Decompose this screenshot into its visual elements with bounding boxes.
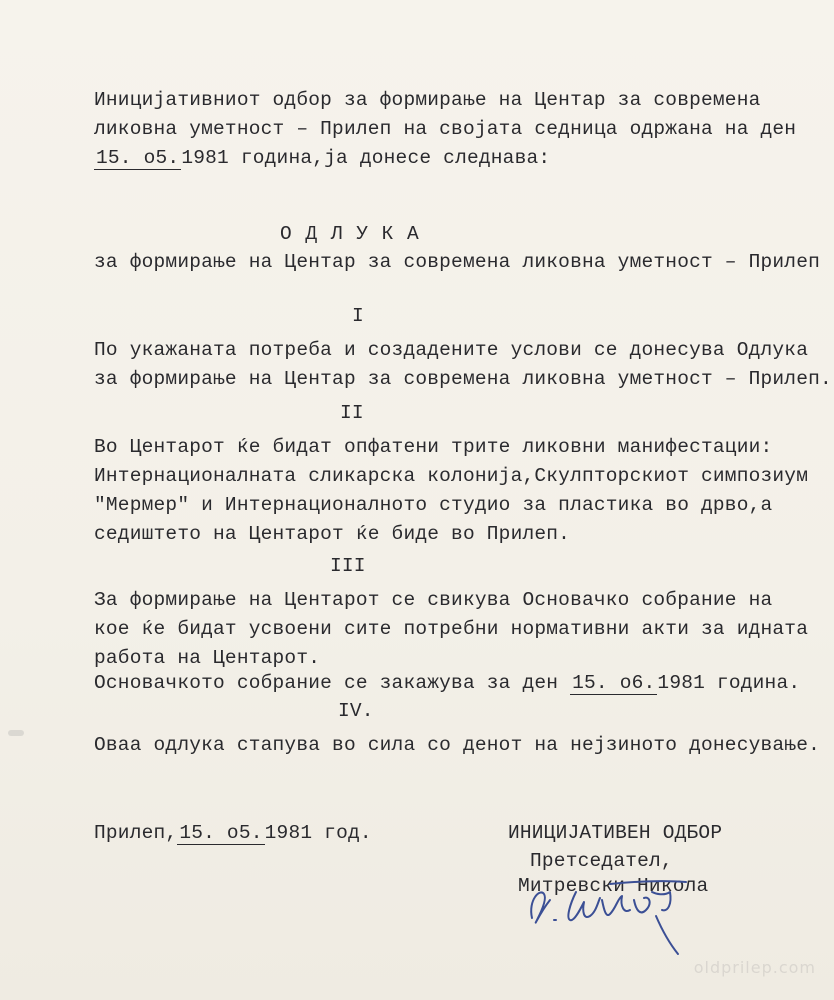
section-3-line-3: работа на Центарот. [94, 647, 321, 669]
section-1-line-1: По укажаната потреба и создадените услови се донесува Одлука [94, 339, 809, 361]
section-1-numeral: I [352, 305, 364, 327]
chairman-role: Претседател, [530, 850, 673, 872]
section-4-numeral: IV. [338, 700, 374, 722]
place-prefix: Прилеп, [94, 822, 178, 844]
intro-line-3 [94, 146, 550, 170]
intro-line-1: Иницијативниот одбор за формирање на Центар за современа [94, 89, 761, 111]
decision-title: О Д Л У К А [280, 223, 420, 245]
hole-punch-mark [8, 730, 24, 736]
section-3-assembly [94, 671, 800, 695]
section-2-line-2: Интернационалната сликарска колонија,Скулпторскиот симпозиум [94, 465, 809, 487]
chairman-name: Митревски Никола [518, 875, 709, 897]
intro-line-3-rest: 1981 година,ја донесе следнава: [181, 147, 551, 169]
section-1-line-2: за формирање на Центар за современа ликовна уметност – Прилеп. [94, 368, 832, 390]
section-2-line-1: Во Центарот ќе бидат опфатени трите ликовни манифестации: [94, 436, 773, 458]
section-2-line-3: "Мермер" и Интернационалното студио за пластика во дрво,а [94, 494, 773, 516]
place-suffix: 1981 год. [264, 822, 372, 844]
handwritten-signature [510, 870, 710, 960]
committee-label: ИНИЦИЈАТИВЕН ОДБОР [508, 822, 723, 844]
footer-place-date [94, 821, 372, 845]
watermark: oldprilep.com [693, 958, 816, 977]
section-3-line-1: За формирање на Центарот се свикува Основачко собрание на [94, 589, 773, 611]
intro-line-2: ликовна уметност – Прилеп на својата седница одржана на ден [94, 118, 797, 140]
section-2-numeral: II [340, 402, 364, 424]
assembly-suffix: 1981 година. [657, 672, 801, 694]
section-3-numeral: III [330, 555, 366, 577]
intro-date: 15. о5. [96, 147, 180, 169]
section-2-line-4: седиштето на Центарот ќе биде во Прилеп. [94, 523, 571, 545]
assembly-prefix: Основачкото собрание се закажува за ден [94, 672, 559, 694]
decision-subtitle: за формирање на Центар за современа ликовна уметност – Прилеп [94, 251, 821, 273]
section-3-line-2: кое ќе бидат усвоени сите потребни нормативни акти за идната [94, 618, 809, 640]
section-4-line-1: Оваа одлука стапува во сила со денот на нејзиното донесување. [94, 734, 821, 756]
assembly-date: 15. о6. [572, 672, 656, 694]
place-date: 15. о5. [179, 822, 263, 844]
